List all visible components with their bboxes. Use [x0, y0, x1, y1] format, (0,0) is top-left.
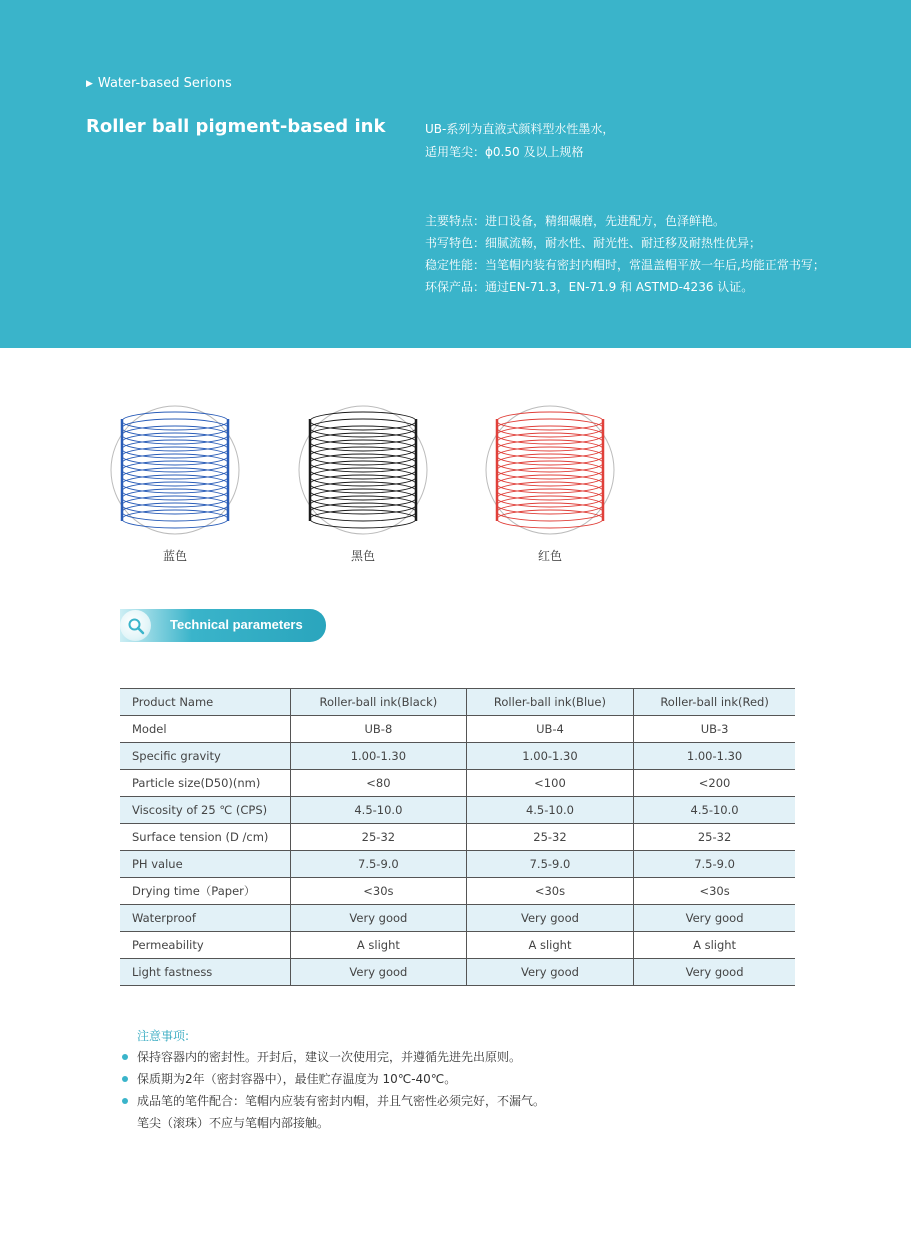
table-row — [120, 770, 795, 797]
value-cell: Very good — [291, 905, 467, 932]
table-row — [120, 932, 795, 959]
row-label-cell: Model — [120, 716, 291, 743]
header-banner — [0, 0, 911, 348]
value-cell: 7.5-9.0 — [291, 851, 467, 878]
value-cell: Very good — [466, 905, 633, 932]
note-text: 保持容器内的密封性。开封后，建议一次使用完，并遵循先进先出原则。 — [137, 1050, 522, 1064]
feature-item: 环保产品：通过EN-71.3，EN-71.9 和 ASTMD-4236 认证。 — [425, 280, 754, 294]
value-cell: A slight — [466, 932, 633, 959]
feature-list — [425, 210, 825, 298]
value-cell: 1.00-1.30 — [291, 743, 467, 770]
magnifier-icon — [120, 610, 151, 641]
value-cell: <200 — [634, 770, 795, 797]
row-label-cell: Waterproof — [120, 905, 291, 932]
swatch-label: 红色 — [537, 549, 562, 563]
value-cell: UB-4 — [466, 716, 633, 743]
table-row — [120, 824, 795, 851]
row-label-cell: Viscosity of 25 ℃ (CPS) — [120, 797, 291, 824]
row-label-cell: Drying time（Paper） — [120, 878, 291, 905]
note-item — [122, 1046, 545, 1068]
value-cell: 7.5-9.0 — [634, 851, 795, 878]
red-ink-coil-image — [485, 405, 615, 535]
bullet-icon — [122, 1054, 128, 1060]
bullet-icon — [122, 1076, 128, 1082]
note-item — [122, 1090, 545, 1112]
row-label-cell: Product Name — [120, 689, 291, 716]
bullet-icon — [122, 1098, 128, 1104]
value-cell: Roller-ball ink(Blue) — [466, 689, 633, 716]
value-cell: Roller-ball ink(Black) — [291, 689, 467, 716]
row-label-cell: Permeability — [120, 932, 291, 959]
table-row — [120, 959, 795, 986]
value-cell: A slight — [634, 932, 795, 959]
notes-title: 注意事项: — [137, 1029, 190, 1043]
value-cell: 25-32 — [291, 824, 467, 851]
row-label-cell: Particle size(D50)(nm) — [120, 770, 291, 797]
series-label-text: Water-based Serions — [97, 76, 232, 91]
value-cell: 7.5-9.0 — [466, 851, 633, 878]
feature-item: 稳定性能：当笔帽内装有密封内帽时，常温盖帽平放一年后,均能正常书写； — [425, 258, 825, 272]
row-label-cell: PH value — [120, 851, 291, 878]
swatch-blue — [110, 405, 240, 564]
value-cell: <100 — [466, 770, 633, 797]
page-title: Roller ball pigment-based ink — [86, 116, 386, 137]
value-cell: Very good — [291, 959, 467, 986]
value-cell: A slight — [291, 932, 467, 959]
parameters-table — [120, 688, 795, 986]
note-text: 保质期为2年（密封容器中），最佳贮存温度为 10℃-40℃。 — [137, 1072, 457, 1086]
value-cell: Very good — [634, 905, 795, 932]
swatch-red — [485, 405, 615, 564]
blue-ink-coil-image — [110, 405, 240, 535]
value-cell: 25-32 — [634, 824, 795, 851]
value-cell: 1.00-1.30 — [634, 743, 795, 770]
feature-item: 主要特点：进口设备，精细碾磨，先进配方，色泽鲜艳。 — [425, 214, 726, 228]
swatch-label: 蓝色 — [162, 549, 187, 563]
value-cell: 25-32 — [466, 824, 633, 851]
intro-line: 适用笔尖：ϕ0.50 及以上规格 — [425, 145, 584, 159]
table-header-row — [120, 689, 795, 716]
swatch-black — [298, 405, 428, 564]
table-row — [120, 878, 795, 905]
intro-text — [425, 118, 614, 164]
row-label-cell: Specific gravity — [120, 743, 291, 770]
value-cell: UB-3 — [634, 716, 795, 743]
note-item — [122, 1068, 545, 1090]
feature-item: 书写特色：细腻流畅，耐水性、耐光性、耐迁移及耐热性优异； — [425, 236, 762, 250]
value-cell: Roller-ball ink(Red) — [634, 689, 795, 716]
table-row — [120, 905, 795, 932]
value-cell: 1.00-1.30 — [466, 743, 633, 770]
table-row — [120, 851, 795, 878]
table-row — [120, 716, 795, 743]
value-cell: Very good — [466, 959, 633, 986]
value-cell: UB-8 — [291, 716, 467, 743]
technical-parameters-banner — [120, 609, 326, 642]
arrow-icon: ▶ — [86, 78, 93, 89]
banner-label: Technical parameters — [170, 617, 303, 632]
series-label — [86, 76, 232, 91]
table-row — [120, 797, 795, 824]
table-row — [120, 743, 795, 770]
value-cell: <30s — [291, 878, 467, 905]
value-cell: Very good — [634, 959, 795, 986]
value-cell: <80 — [291, 770, 467, 797]
note-continuation: 笔尖（滚珠）不应与笔帽内部接触。 — [137, 1116, 330, 1130]
row-label-cell: Surface tension (D /cm) — [120, 824, 291, 851]
note-text: 成品笔的笔件配合：笔帽内应装有密封内帽，并且气密性必须完好，不漏气。 — [137, 1094, 546, 1108]
black-ink-coil-image — [298, 405, 428, 535]
row-label-cell: Light fastness — [120, 959, 291, 986]
value-cell: 4.5-10.0 — [291, 797, 467, 824]
value-cell: <30s — [634, 878, 795, 905]
notes-list — [122, 1046, 545, 1134]
value-cell: <30s — [466, 878, 633, 905]
intro-line: UB-系列为直液式颜料型水性墨水， — [425, 122, 615, 136]
value-cell: 4.5-10.0 — [466, 797, 633, 824]
value-cell: 4.5-10.0 — [634, 797, 795, 824]
swatch-label: 黑色 — [350, 549, 375, 563]
